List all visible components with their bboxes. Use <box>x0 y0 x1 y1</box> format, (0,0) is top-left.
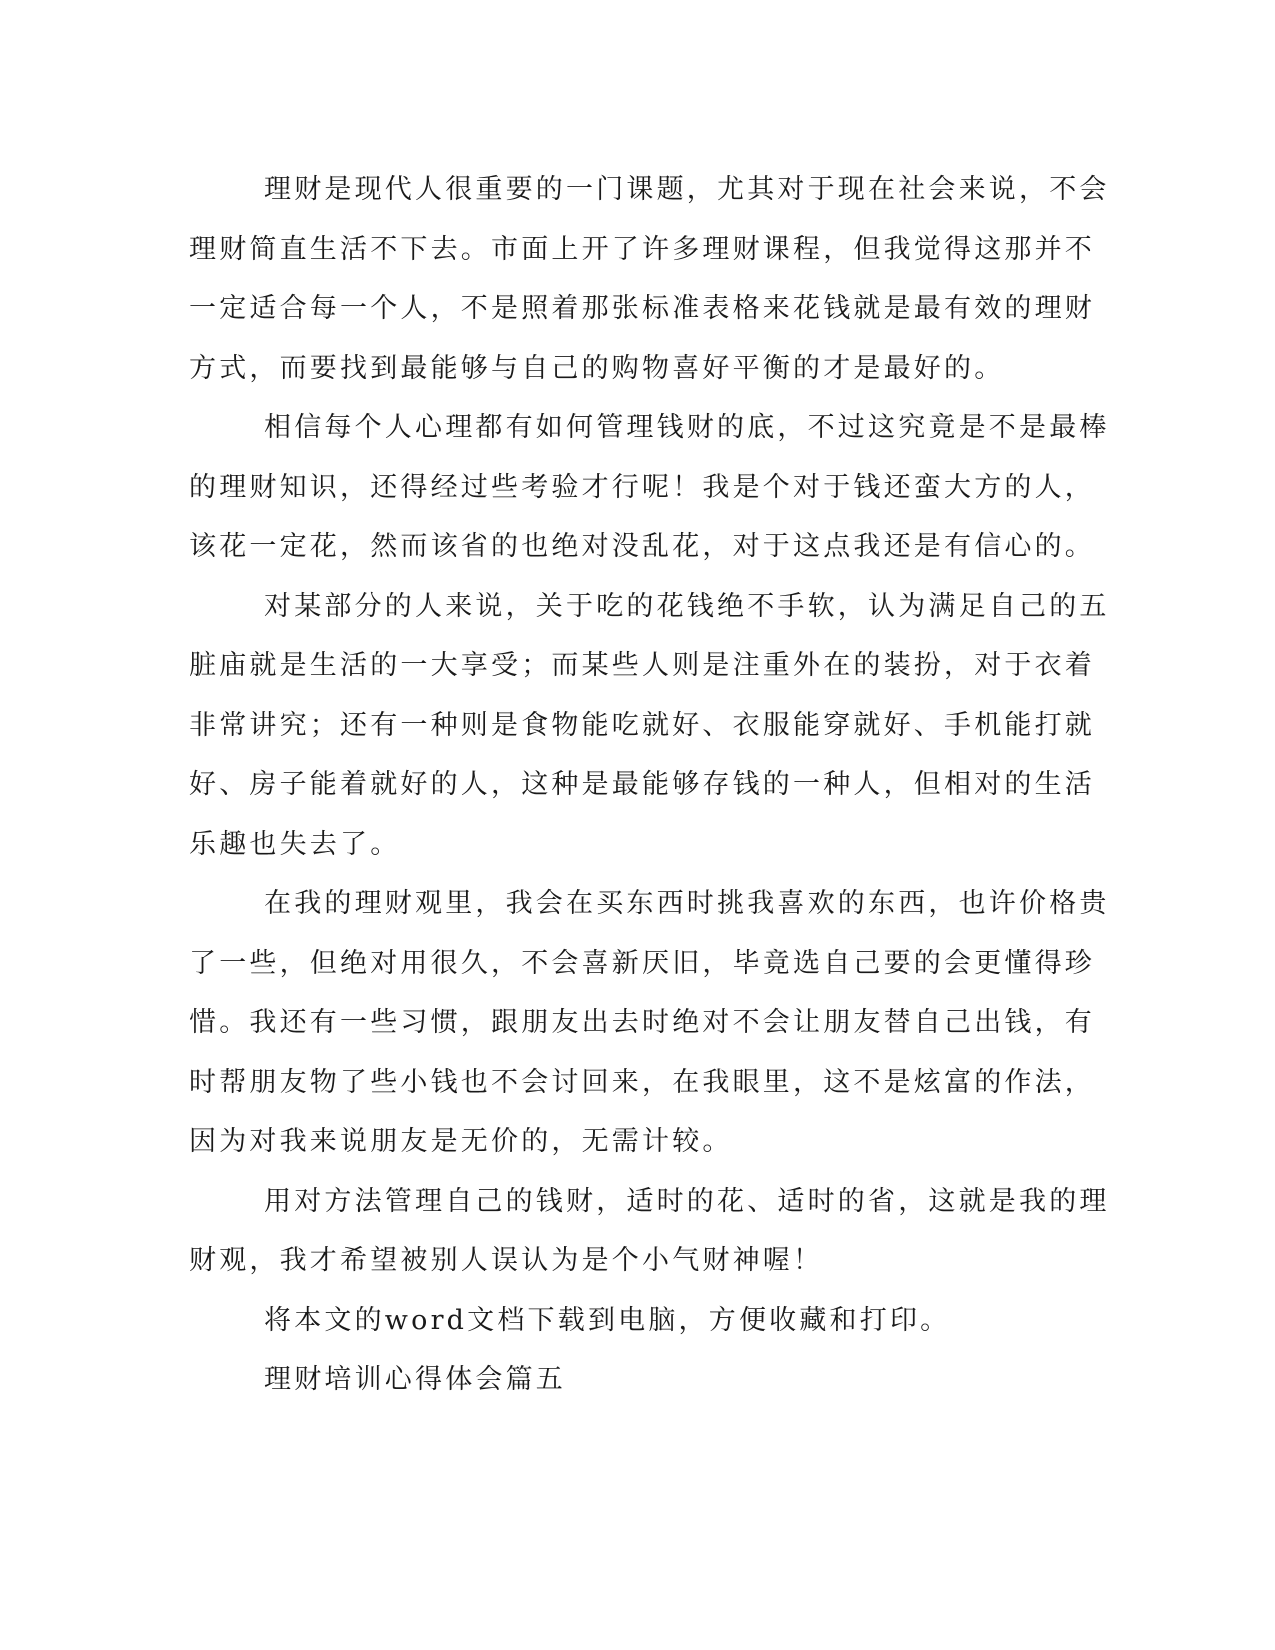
paragraph-1 <box>189 160 1110 398</box>
download-note <box>189 1291 1069 1351</box>
text-line: 惜。我还有一些习惯，跟朋友出去时绝对不会让朋友替自己出钱，有 <box>189 1007 1095 1038</box>
text-line: 脏庙就是生活的一大享受；而某些人则是注重外在的装扮，对于衣着 <box>189 650 1095 681</box>
text-line: 理财是现代人很重要的一门课题，尤其对于现在社会来说，不会 <box>264 174 1110 205</box>
text-line: 用对方法管理自己的钱财，适时的花、适时的省，这就是我的理 <box>264 1185 1110 1217</box>
text-line: 的理财知识，还得经过些考验才行呢！我是个对于钱还蛮大方的人， <box>189 471 1095 503</box>
paragraph-4 <box>189 874 1110 1172</box>
paragraph-5 <box>189 1172 1110 1291</box>
text-line: 财观，我才希望被别人误认为是个小气财神喔！ <box>189 1245 824 1276</box>
text-line: 在我的理财观里，我会在买东西时挑我喜欢的东西，也许价格贵 <box>264 888 1110 919</box>
text-line: 对某部分的人来说，关于吃的花钱绝不手软，认为满足自己的五 <box>264 590 1110 622</box>
text-line: 乐趣也失去了。 <box>189 828 401 860</box>
text-line: 时帮朋友物了些小钱也不会讨回来，在我眼里，这不是炫富的作法， <box>189 1066 1095 1098</box>
text-line: 相信每个人心理都有如何管理钱财的底，不过这究竟是不是最棒 <box>264 412 1110 443</box>
text-line: 将本文的word文档下载到电脑，方便收藏和打印。 <box>264 1304 951 1336</box>
text-line: 方式，而要找到最能够与自己的购物喜好平衡的才是最好的。 <box>189 352 1005 384</box>
text-line: 好、房子能着就好的人，这种是最能够存钱的一种人，但相对的生活 <box>189 769 1095 800</box>
text-line: 非常讲究；还有一种则是食物能吃就好、衣服能穿就好、手机能打就 <box>189 709 1095 741</box>
text-line: 了一些，但绝对用很久，不会喜新厌旧，毕竟选自己要的会更懂得珍 <box>189 947 1095 979</box>
paragraph-2 <box>189 398 1110 577</box>
text-line: 因为对我来说朋友是无价的，无需计较。 <box>189 1126 733 1157</box>
text-line: 该花一定花，然而该省的也绝对没乱花，对于这点我还是有信心的。 <box>189 531 1095 562</box>
text-line: 理财培训心得体会篇五 <box>264 1364 566 1395</box>
section-heading <box>189 1350 1069 1410</box>
text-line: 一定适合每一个人，不是照着那张标准表格来花钱就是最有效的理财 <box>189 293 1095 324</box>
paragraph-3 <box>189 577 1110 875</box>
document-body <box>189 160 1110 1410</box>
text-line: 理财简直生活不下去。市面上开了许多理财课程，但我觉得这那并不 <box>189 233 1095 265</box>
